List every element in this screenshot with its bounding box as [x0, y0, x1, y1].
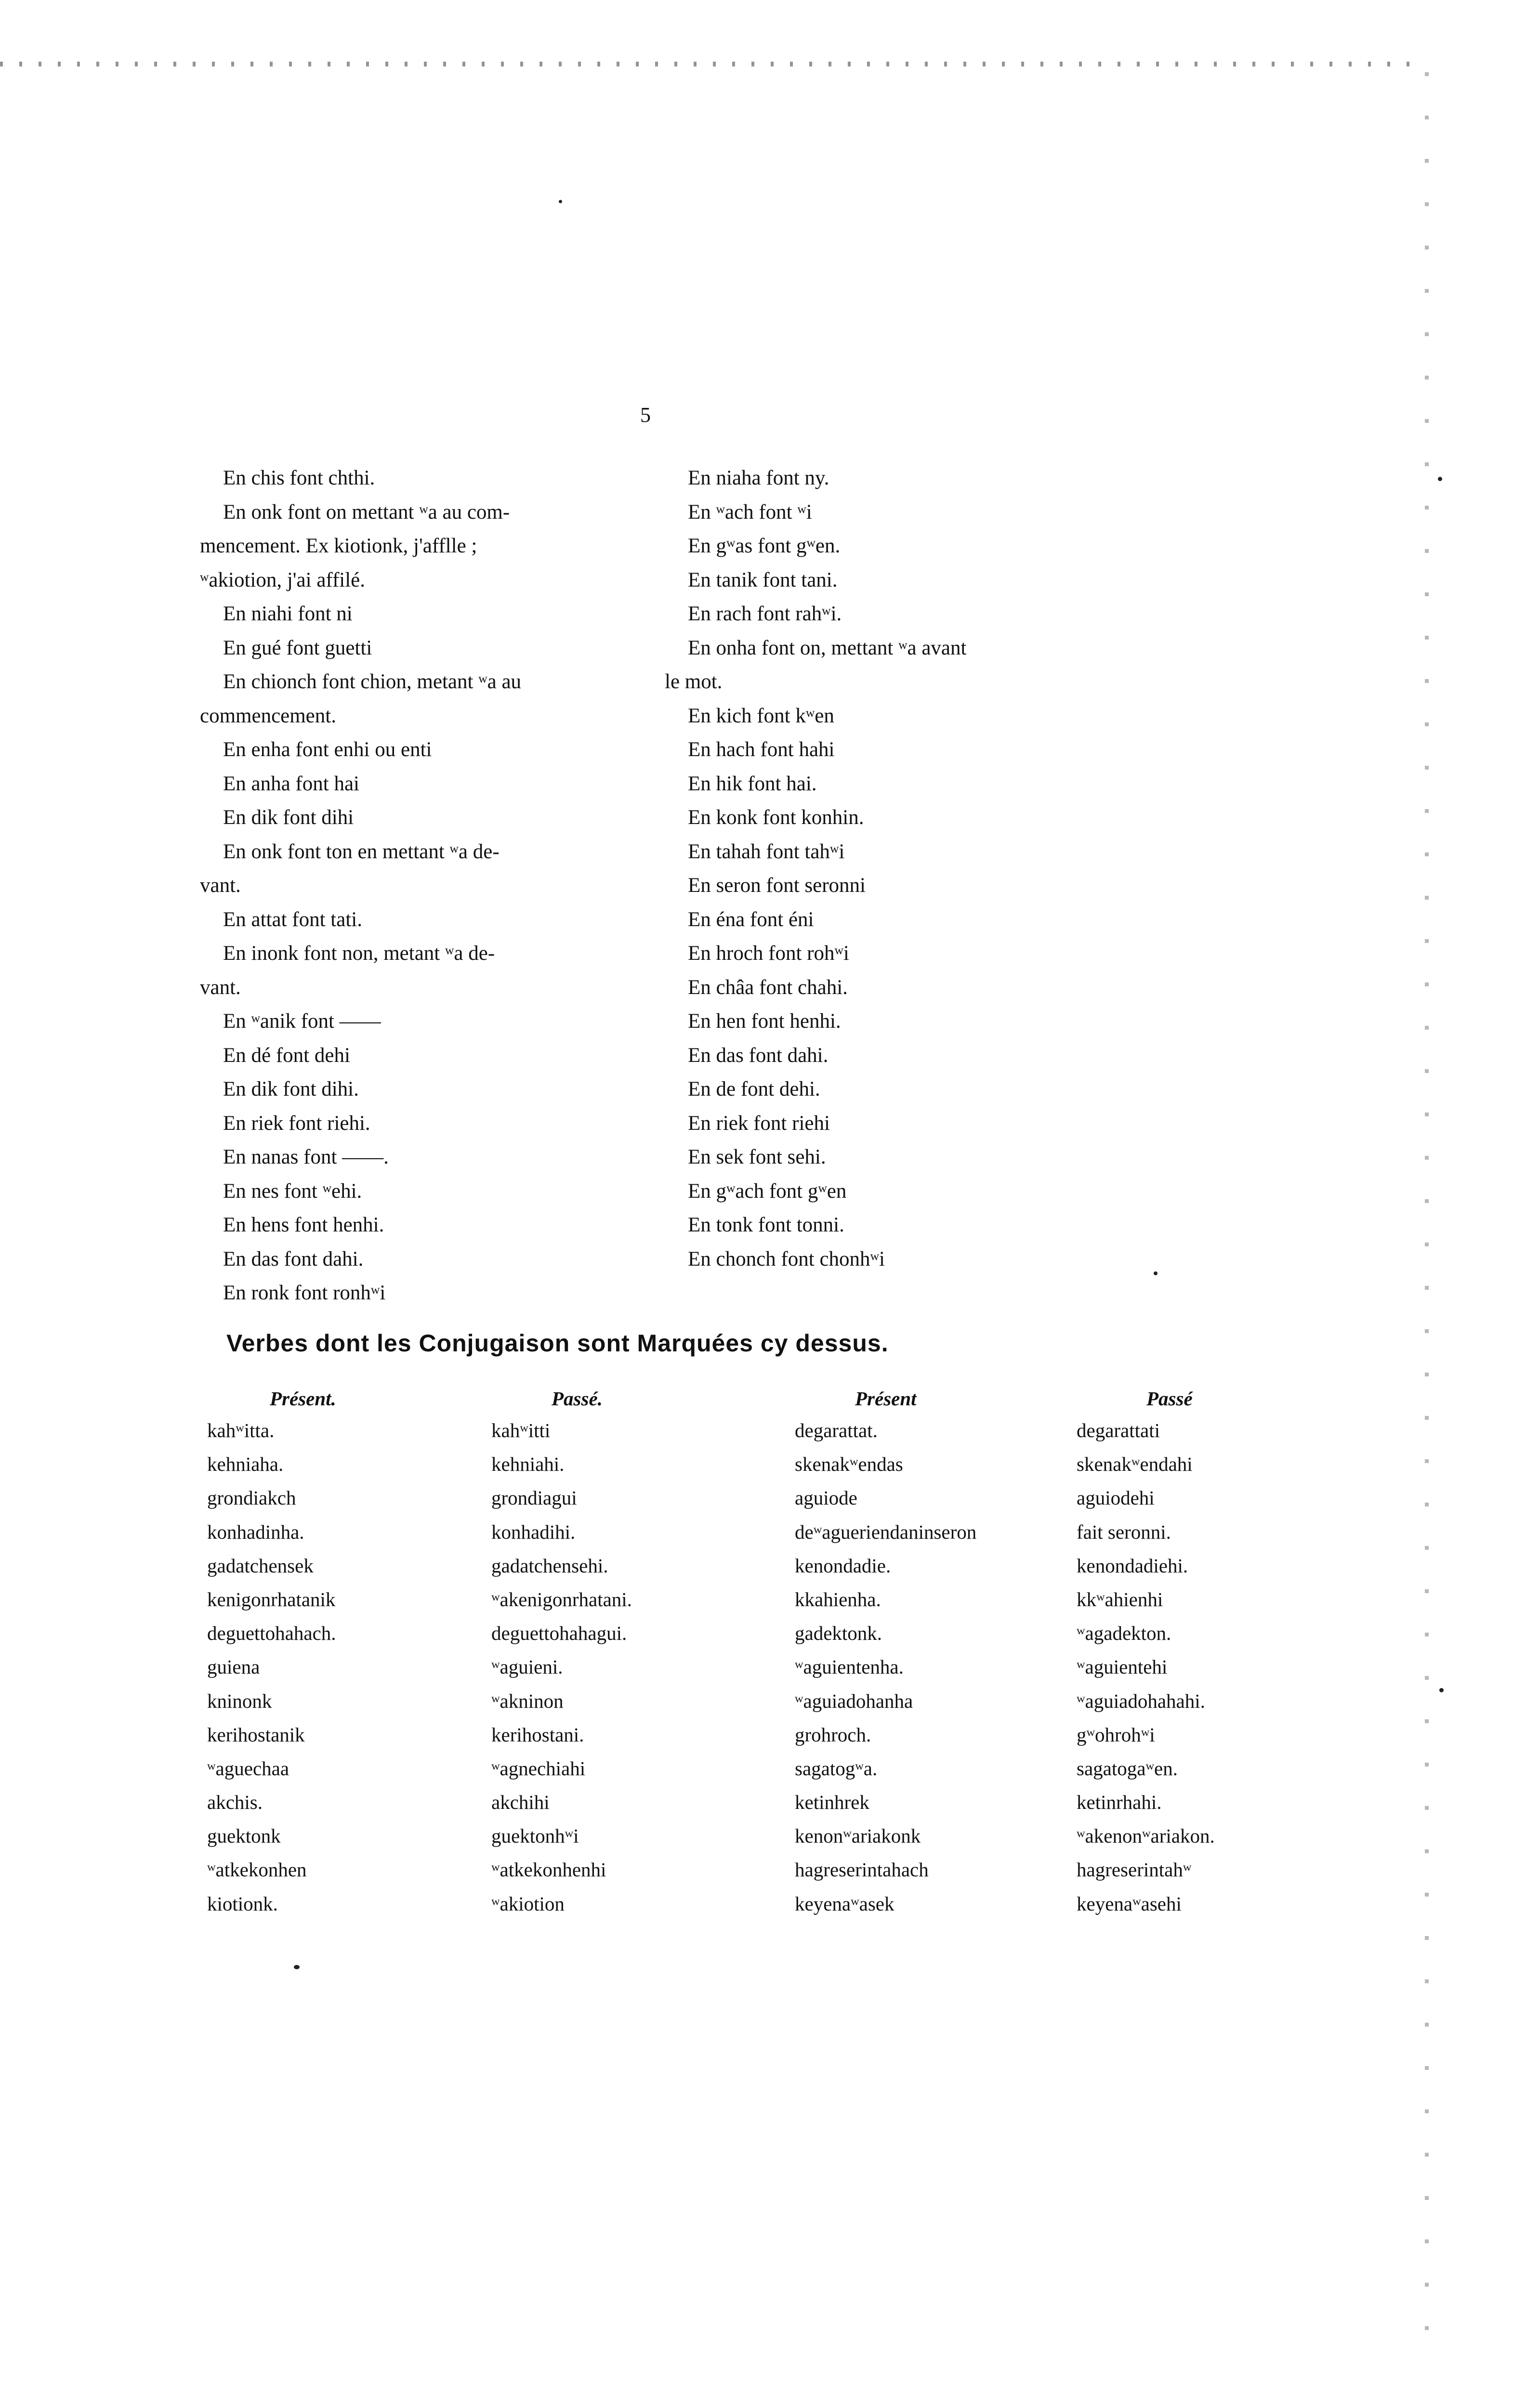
rule-line: En hroch font rohʷi — [688, 942, 849, 965]
rule-line: En de font dehi. — [688, 1078, 820, 1100]
rule-line: En hen font henhi. — [688, 1010, 841, 1033]
table-cell: sagatogaʷen. — [1077, 1757, 1178, 1780]
rule-line: En onha font on, mettant ʷa avant — [688, 636, 967, 659]
rules-left-column — [200, 461, 643, 1310]
rule-line: En éna font éni — [688, 908, 814, 931]
verbs-table-body — [207, 1419, 1397, 1926]
table-cell: ʷagadekton. — [1077, 1622, 1171, 1645]
rule-line: ʷakiotion, j'ai affilé. — [200, 568, 365, 591]
table-cell: kerihostanik — [207, 1723, 305, 1746]
table-cell: kenigonrhatanik — [207, 1588, 336, 1610]
rule-line: En tanik font tani. — [688, 568, 838, 591]
table-cell: aguiode — [795, 1487, 857, 1509]
table-cell: ʷaguientenha. — [795, 1656, 904, 1678]
table-cell: kehniahi. — [491, 1453, 565, 1476]
rule-line: En chis font chthi. — [223, 467, 375, 489]
table-cell: gʷohrohʷi — [1077, 1723, 1155, 1746]
rule-line: En gʷach font gʷen — [688, 1179, 847, 1203]
table-cell: grondiagui — [491, 1487, 577, 1509]
rule-line: En inonk font non, metant ʷa de- — [223, 942, 495, 965]
rule-line: En dé font dehi — [223, 1044, 350, 1067]
table-cell: hagreserintahach — [795, 1858, 929, 1881]
table-cell: kiotionk. — [207, 1892, 278, 1915]
page-number: 5 — [640, 403, 651, 427]
rule-line: vant. — [200, 874, 241, 897]
table-row — [207, 1892, 1397, 1926]
table-cell: guektonk — [207, 1825, 281, 1847]
rule-line: le mot. — [665, 670, 723, 693]
rule-line: En seron font seronni — [688, 874, 866, 897]
table-cell: aguiodehi — [1077, 1487, 1155, 1509]
table-cell: kninonk — [207, 1689, 272, 1712]
verbs-table-header-row — [207, 1387, 1397, 1419]
table-cell: keyenaʷasek — [795, 1892, 895, 1915]
rule-line: En das font dahi. — [223, 1247, 364, 1270]
table-row — [207, 1419, 1397, 1453]
table-cell: ʷagnechiahi — [491, 1757, 586, 1780]
rule-line: En nes font ʷehi. — [223, 1179, 362, 1203]
table-cell: fait seronni. — [1077, 1520, 1171, 1543]
table-cell: ketinhrek — [795, 1791, 869, 1814]
rule-line: En das font dahi. — [688, 1044, 829, 1067]
header-present-1: Présent. — [270, 1387, 336, 1410]
rule-line: En konk font konhin. — [688, 806, 864, 829]
table-cell: grohroch. — [795, 1723, 871, 1746]
rule-line: commencement. — [200, 704, 336, 727]
table-cell: ʷatkekonhen — [207, 1858, 307, 1881]
table-row — [207, 1655, 1397, 1689]
scan-speck — [1438, 477, 1442, 481]
rule-line: En kich font kʷen — [688, 704, 834, 727]
scan-speck — [1439, 1688, 1444, 1692]
table-cell: degarattat. — [795, 1419, 878, 1441]
rule-line: En chonch font chonhʷi — [688, 1247, 885, 1270]
table-cell: ʷaguieni. — [491, 1656, 563, 1678]
rule-line: En ronk font ronhʷi — [223, 1282, 386, 1304]
table-row — [207, 1554, 1397, 1588]
table-cell: degarattati — [1077, 1419, 1160, 1441]
table-row — [207, 1520, 1397, 1554]
scan-edge-top — [0, 62, 1426, 66]
rule-line: vant. — [200, 976, 241, 999]
rule-line: En châa font chahi. — [688, 976, 848, 999]
rule-line: En sek font sehi. — [688, 1146, 826, 1168]
table-cell: gadatchensehi. — [491, 1554, 608, 1577]
rule-line: En rach font rahʷi. — [688, 602, 842, 625]
table-cell: kahʷitta. — [207, 1419, 275, 1441]
table-row — [207, 1723, 1397, 1757]
table-cell: ʷakninon — [491, 1689, 564, 1712]
rule-line: mencement. Ex kiotionk, j'afflle ; — [200, 535, 477, 557]
verbs-table — [207, 1387, 1397, 1926]
table-cell: deguettohahach. — [207, 1622, 336, 1645]
scan-edge-right — [1425, 72, 1429, 2336]
table-cell: ʷaguechaa — [207, 1757, 289, 1780]
table-cell: ʷakiotion — [491, 1892, 565, 1915]
scan-speck — [294, 1965, 300, 1969]
table-row — [207, 1588, 1397, 1622]
table-cell: ʷaguiadohahahi. — [1077, 1689, 1205, 1712]
rule-line: En niahi font ni — [223, 602, 353, 625]
table-cell: konhadihi. — [491, 1520, 576, 1543]
table-cell: kenondadie. — [795, 1554, 891, 1577]
table-cell: gadektonk. — [795, 1622, 882, 1645]
table-cell: konhadinha. — [207, 1520, 304, 1543]
table-cell: ʷaguiadohanha — [795, 1689, 913, 1712]
table-row — [207, 1622, 1397, 1655]
rule-line: En dik font dihi. — [223, 1078, 359, 1100]
table-row — [207, 1486, 1397, 1520]
table-cell: skenakʷendas — [795, 1453, 903, 1476]
scan-speck — [1154, 1271, 1158, 1275]
rule-line: En riek font riehi — [688, 1112, 830, 1135]
table-cell: ʷakenigonrhatani. — [491, 1588, 632, 1610]
table-row — [207, 1757, 1397, 1791]
rule-line: En gʷas font gʷen. — [688, 535, 841, 557]
table-cell: ketinrhahi. — [1077, 1791, 1162, 1814]
rule-line: En anha font hai — [223, 772, 359, 795]
rule-line: En ʷanik font —— — [223, 1010, 381, 1033]
table-cell: kkʷahienhi — [1077, 1588, 1163, 1610]
rule-line: En hach font hahi — [688, 738, 835, 761]
rule-line: En chionch font chion, metant ʷa au — [223, 670, 522, 693]
table-cell: ʷakenonʷariakon. — [1077, 1825, 1215, 1847]
rule-line: En niaha font ny. — [688, 467, 829, 489]
table-row — [207, 1858, 1397, 1892]
table-row — [207, 1453, 1397, 1486]
table-cell: keyenaʷasehi — [1077, 1892, 1182, 1915]
table-row — [207, 1689, 1397, 1723]
header-passe-1: Passé. — [552, 1387, 603, 1410]
table-cell: gadatchensek — [207, 1554, 314, 1577]
table-cell: kahʷitti — [491, 1419, 551, 1441]
rule-line: En hik font hai. — [688, 772, 817, 795]
table-cell: kehniaha. — [207, 1453, 284, 1476]
table-cell: ʷaguientehi — [1077, 1656, 1168, 1678]
table-row — [207, 1791, 1397, 1824]
rule-line: En enha font enhi ou enti — [223, 738, 432, 761]
verbs-heading: Verbes dont les Conjugaison sont Marquées cy dessus. — [226, 1330, 889, 1357]
table-cell: guektonhʷi — [491, 1825, 579, 1847]
rule-line: En gué font guetti — [223, 636, 372, 659]
table-cell: sagatogʷa. — [795, 1757, 878, 1780]
table-cell: guiena — [207, 1656, 260, 1678]
rule-line: En ʷach font ʷi — [688, 500, 812, 523]
table-cell: akchis. — [207, 1791, 263, 1814]
rule-line: En riek font riehi. — [223, 1112, 370, 1135]
rule-line: En onk font on mettant ʷa au com- — [223, 500, 510, 523]
rule-line: En tahah font tahʷi — [688, 840, 845, 863]
table-cell: kerihostani. — [491, 1723, 584, 1746]
table-cell: akchihi — [491, 1791, 550, 1814]
table-cell: hagreserintahʷ — [1077, 1858, 1192, 1881]
table-cell: deguettohahagui. — [491, 1622, 627, 1645]
table-cell: deʷagueriendaninseron — [795, 1520, 977, 1543]
scan-speck — [559, 200, 562, 203]
rule-line: En onk font ton en mettant ʷa de- — [223, 840, 500, 863]
rules-right-column — [665, 461, 1113, 1276]
table-cell: ʷatkekonhenhi — [491, 1858, 606, 1881]
table-cell: skenakʷendahi — [1077, 1453, 1193, 1476]
table-cell: kenonʷariakonk — [795, 1825, 921, 1847]
rule-line: En hens font henhi. — [223, 1214, 384, 1236]
header-present-2: Présent — [855, 1387, 917, 1410]
table-cell: grondiakch — [207, 1487, 296, 1509]
rule-line: En tonk font tonni. — [688, 1214, 844, 1236]
table-cell: kkahienha. — [795, 1588, 881, 1610]
table-row — [207, 1824, 1397, 1858]
rule-line: En attat font tati. — [223, 908, 362, 931]
table-cell: kenondadiehi. — [1077, 1554, 1188, 1577]
header-passe-2: Passé — [1146, 1387, 1193, 1410]
rule-line: En dik font dihi — [223, 806, 354, 829]
rule-line: En nanas font ——. — [223, 1146, 389, 1168]
